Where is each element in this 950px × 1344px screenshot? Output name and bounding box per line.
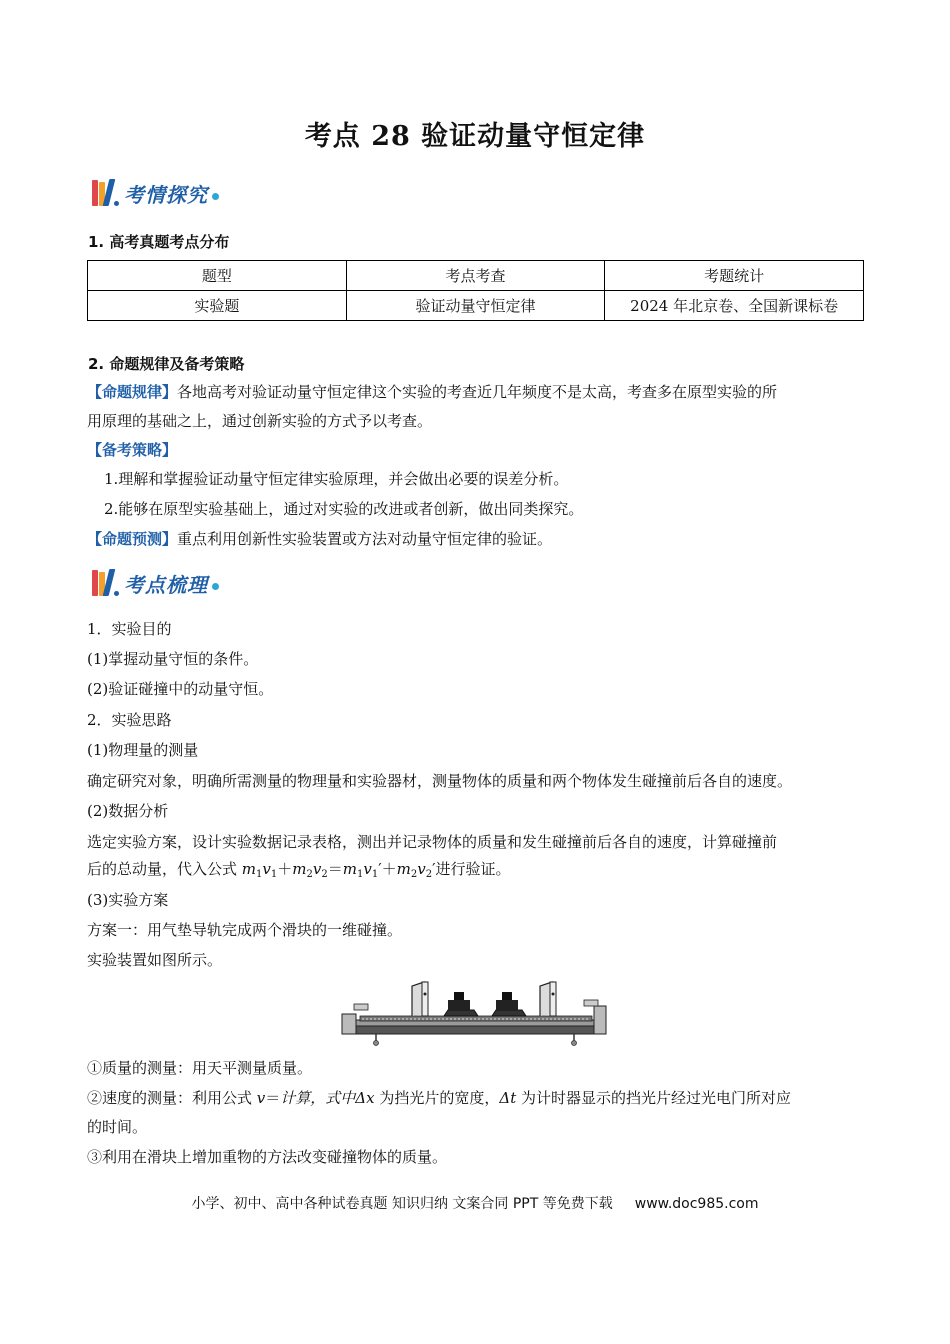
heading-exam-distribution: 1. 高考真题考点分布 [88, 233, 230, 251]
rule-text: 各地高考对验证动量守恒定律这个实验的考查近几年频度不是太高，考查多在原型实验的所 [177, 383, 778, 401]
predict-paragraph [87, 529, 552, 549]
predict-tag: 【命题预测】 [87, 530, 178, 548]
formula-prefix: 后的总动量，代入公式 [87, 860, 242, 878]
rule-paragraph [87, 382, 777, 402]
content-line: 的时间。 [87, 1118, 148, 1136]
strategy-item-1: 1.理解和掌握验证动量守恒定律实验原理，并会做出必要的误差分析。 [104, 470, 569, 488]
content-line: 2．实验思路 [87, 711, 172, 729]
dot-icon [212, 583, 219, 590]
strategy-tag-label: 【备考策略】 [87, 441, 178, 459]
content-line: 选定实验方案，设计实验数据记录表格，测出并记录物体的质量和发生碰撞前后各自的速度，计算碰撞前 [87, 833, 778, 851]
content-line: 1．实验目的 [87, 620, 172, 638]
strategy-tag [87, 440, 177, 460]
rule-tag: 【命题规律】 [87, 383, 178, 401]
velocity-prefix: ②速度的测量：利用公式 [87, 1089, 257, 1107]
rule-text-cont: 用原理的基础之上，通过创新实验的方式予以考查。 [87, 412, 433, 430]
dot-icon [212, 193, 219, 200]
table-header-row [88, 261, 864, 291]
table-header-cell: 考题统计 [605, 261, 864, 291]
heading-rules-strategy: 2. 命题规律及备考策略 [88, 355, 245, 373]
table-row [88, 291, 864, 321]
content-line: (1)掌握动量守恒的条件。 [87, 650, 259, 668]
table-header-cell: 题型 [88, 261, 347, 291]
content-line: (1)物理量的测量 [87, 741, 199, 759]
page-title: 考点 28 验证动量守恒定律 [304, 121, 646, 152]
velocity-post: 为挡光片的宽度， [379, 1089, 500, 1107]
content-line: ①质量的测量：用天平测量质量。 [87, 1059, 313, 1077]
section-badge-label: 考情探究 [124, 182, 208, 207]
velocity-mid: 计算，式中 [280, 1089, 356, 1107]
content-line-formula [87, 859, 511, 879]
books-icon [90, 568, 120, 598]
predict-text: 重点利用创新性实验装置或方法对动量守恒定律的验证。 [177, 530, 553, 548]
section-badge-exam [90, 176, 219, 210]
content-line: ③利用在滑块上增加重物的方法改变碰撞物体的质量。 [87, 1148, 448, 1166]
page-footer [0, 1193, 950, 1213]
content-line: (3)实验方案 [87, 891, 169, 909]
footer-text: 小学、初中、高中各种试卷真题 知识归纳 文案合同 PPT 等免费下载 [191, 1196, 613, 1212]
section-badge-label: 考点梳理 [124, 572, 208, 597]
content-line: 方案一：用气垫导轨完成两个滑块的一维碰撞。 [87, 921, 403, 939]
content-line: 实验装置如图所示。 [87, 951, 223, 969]
books-icon [90, 178, 120, 208]
table-header-cell: 考点考查 [346, 261, 605, 291]
footer-url[interactable]: www.doc985.com [634, 1196, 759, 1212]
content-line-velocity: ②速度的测量：利用公式 v＝计算，式中Δx 为挡光片的宽度，Δt 为计时器显示的挡光片经过光电门所对应 [87, 1089, 792, 1107]
content-line: (2)验证碰撞中的动量守恒。 [87, 680, 274, 698]
content-line: 确定研究对象，明确所需测量的物理量和实验器材，测量物体的质量和两个物体发生碰撞前后各自的速度。 [87, 772, 793, 790]
momentum-formula: $m_1v_1+m_2v_2=m_1v_1'+m_2v_2'$ [241, 860, 436, 880]
table-cell: 2024 年北京卷、全国新课标卷 [605, 291, 864, 321]
formula-suffix: 进行验证。 [435, 860, 511, 878]
table-cell: 实验题 [88, 291, 347, 321]
content-line: (2)数据分析 [87, 802, 169, 820]
air-track-diagram [340, 978, 610, 1048]
table-cell: 验证动量守恒定律 [346, 291, 605, 321]
velocity-end: 为计时器显示的挡光片经过光电门所对应 [521, 1089, 792, 1107]
exam-stats-table [87, 260, 864, 321]
strategy-item-2: 2.能够在原型实验基础上，通过对实验的改进或者创新，做出同类探究。 [104, 500, 584, 518]
section-badge-points [90, 566, 219, 600]
